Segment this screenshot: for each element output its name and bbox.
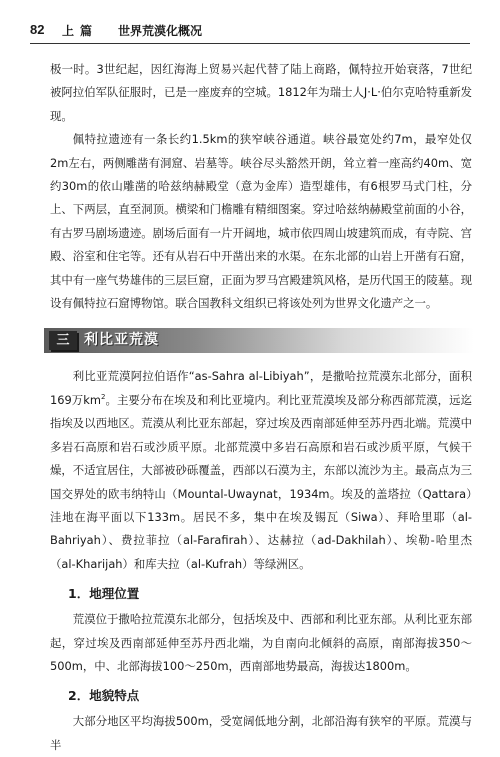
section-heading-bar <box>44 328 474 353</box>
paragraph-continuation: 极一时。3世纪起，因红海海上贸易兴起代替了陆上商路，佩特拉开始衰落，7世纪被阿拉伯军队征服时，已是一座废弃的空城。1812年为瑞士人J·L·伯尔克哈特重新发现。 <box>50 62 472 123</box>
subheading-landform: 2．地貌特点 <box>68 688 140 704</box>
section-title: 利比亚荒漠 <box>84 332 159 349</box>
intro-text-start: 利比亚荒漠阿拉伯语作“as-Sahra al-Libiyah”，是撒哈拉荒漠东北部分，面积169万km <box>50 369 472 407</box>
part-label: 上篇 <box>62 24 99 38</box>
paragraph-location: 荒漠位于撒哈拉荒漠东北部分，包括埃及中、西部和利比亚东部。从利比亚东部起，穿过埃及西南部延伸至苏丹西北端，为自南向北倾斜的高原，南部海拔350～500m，中、北部海拔100～250m，西南部地势最高，海拔达1800m。 <box>50 612 472 673</box>
paragraph-libyan-desert-intro <box>50 365 472 576</box>
section-number: 三 <box>49 331 77 350</box>
page-header <box>0 0 500 46</box>
header-rule <box>30 43 470 44</box>
intro-text-rest: 。主要分布在埃及和利比亚境内。利比亚荒漠埃及部分称西部荒漠，远迄指埃及以西地区。荒漠从利比亚东部起，穿过埃及西南部延伸至苏丹西北端。荒漠中多岩石高原和岩石或沙质平原。北部荒漠中多岩石高原和岩石或沙质平原，气候干燥，不适宜居住，大部被砂砾覆盖，西部以石漠为主，东部以流沙为主。最高点为三国交界处的欧韦纳特山（Mountal-Uwaynat，1934m。埃及的盖塔拉（Qattara）洼地在海平面以下133m。居民不多，集中在埃及锡瓦（Siwa）、拜哈里耶（al-Bahriyah）、费拉菲拉（al-Farafirah）、达赫拉（ad-Dakhilah）、埃勒-哈里杰（al-Kharijah）和库夫拉（al-Kufrah）等绿洲区。 <box>50 392 472 571</box>
paragraph-landform: 大部分地区平均海拔500m，受宽阔低地分割，北部沿海有狭窄的平原。荒漠与半 <box>50 714 472 752</box>
subheading-location: 1．地理位置 <box>68 586 140 602</box>
paragraph-petra-ruins: 佩特拉遗迹有一条长约1.5km的狭窄峡谷通道。峡谷最宽处约7m，最窄处仅2m左右，两侧雕凿有洞窟、岩墓等。峡谷尽头豁然开朗，耸立着一座高约40m、宽约30m的依山雕凿的哈兹纳赫殿堂（意为金库）造型雄伟，有6根罗马式门柱，分上、下两层，直至洞顶。横梁和门檐雕有精细图案。穿过哈兹纳赫殿堂前面的小谷，有古罗马剧场遗迹。剧场后面有一片开阔地，城市依四周山坡建筑而成，有寺院、宫殿、浴室和住宅等。还有从岩石中开凿出来的水渠。在东北部的山岩上开凿有石窟，其中有一座气势雄伟的三层巨窟，正面为罗马宫殿建筑风格，是历代国王的陵墓。现设有佩特拉石窟博物馆。联合国教科文组织已将该处列为世界文化遗产之一。 <box>50 132 472 311</box>
book-title: 世界荒漠化概况 <box>118 24 203 38</box>
superscript-2: 2 <box>100 393 106 402</box>
page-body <box>50 58 472 757</box>
page-number: 82 <box>30 22 45 37</box>
